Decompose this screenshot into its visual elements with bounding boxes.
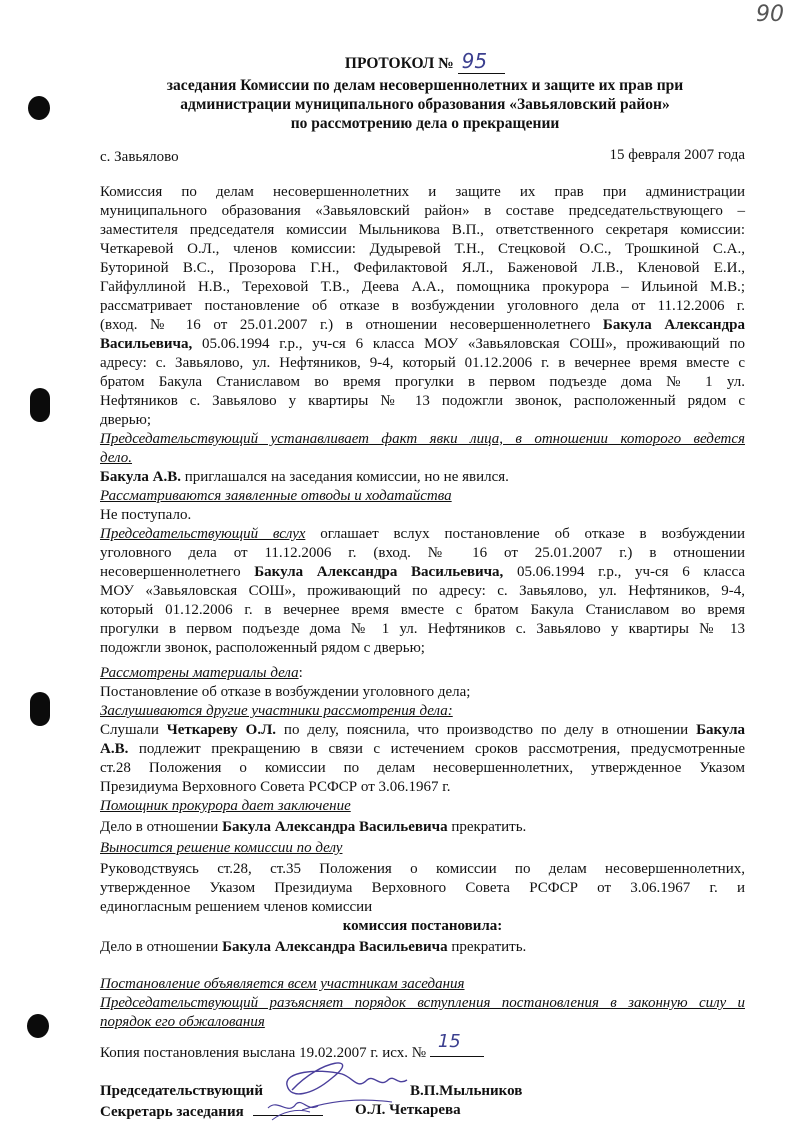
materials-heading-text: Рассмотрены материалы дела bbox=[100, 665, 299, 681]
review-line-3 bbox=[100, 335, 745, 354]
reading-text: несовершеннолетнего bbox=[100, 564, 255, 580]
minor-short-name: Бакула А.В. bbox=[100, 469, 181, 485]
page-number: 90 bbox=[756, 2, 784, 27]
reading-line-3 bbox=[100, 563, 745, 582]
place: с. Завьялово bbox=[100, 149, 179, 165]
reading-heading: Председательствующий вслух bbox=[100, 526, 306, 542]
motions-text: Не поступало. bbox=[100, 507, 192, 523]
punch-hole-1 bbox=[28, 96, 50, 120]
announce-text: Постановление объявляется всем участникам заседания bbox=[100, 976, 465, 992]
minor-patronymic: Васильевича, bbox=[100, 336, 193, 352]
secretary-label: Секретарь заседания bbox=[100, 1104, 244, 1120]
review-line-6: Нефтяников с. Завьялово у квартиры № 13 подожгли звонок, расположенный рядом с bbox=[100, 393, 745, 409]
participants-text: Слушали bbox=[100, 722, 167, 738]
prosecutor-conclusion bbox=[100, 818, 745, 837]
attendance-line bbox=[100, 468, 745, 487]
review-line-2 bbox=[100, 316, 745, 335]
secretary-name-inline: Четкареву О.Л. bbox=[166, 722, 277, 738]
protocol-title-prefix: ПРОТОКОЛ № bbox=[344, 55, 454, 72]
materials-heading bbox=[100, 664, 745, 683]
conclusion-text: прекратить. bbox=[447, 819, 527, 835]
decision-heading-text: Выносится решение комиссии по делу bbox=[100, 840, 343, 856]
participants-line-4: Президиума Верховного Совета РСФСР от 3.06.1967 г. bbox=[100, 779, 451, 795]
punch-hole-2 bbox=[30, 388, 50, 422]
chair-signature-line bbox=[100, 1082, 745, 1101]
prosecutor-heading bbox=[100, 797, 745, 816]
explain-line-1: Председательствующий разъясняет порядок вступления постановления в законную силу и bbox=[100, 995, 745, 1011]
protocol-title bbox=[100, 49, 750, 73]
participants-heading bbox=[100, 702, 745, 721]
motions-heading bbox=[100, 487, 745, 506]
subtitle-line-2: администрации муниципального образования «Завьяловский район» bbox=[180, 96, 670, 113]
reading-text: 05.06.1994 г.р., уч-ся 6 класса bbox=[503, 564, 745, 580]
motions-heading-text: Рассматриваются заявленные отводы и ходатайства bbox=[100, 488, 452, 504]
explain-line-2 bbox=[100, 1013, 745, 1032]
composition-line-1: Комиссия по делам несовершеннолетних и защите их прав при администрации bbox=[100, 184, 745, 200]
composition-line-4: Четкаревой О.Л., членов комиссии: Дудыревой Т.Н., Стецковой О.С., Трошкиной С.А., bbox=[100, 241, 745, 257]
date: 15 февраля 2007 года bbox=[609, 147, 745, 163]
reading-line-6: прогулки в первом подъезде дома № 1 ул. Нефтяников с. Завьялово у квартиры № 13 bbox=[100, 621, 745, 637]
reading-text: оглашает вслух постановление об отказе в возбуждении bbox=[305, 526, 745, 542]
reading-line-2: уголовного дела от 11.12.2006 г. (вход. № 16 от 25.01.2007 г.) в отношении bbox=[100, 545, 745, 561]
minor-surname: Бакула bbox=[696, 722, 745, 738]
participants-line-3: ст.28 Положения о комиссии по делам несовершеннолетних, утвержденное Указом bbox=[100, 760, 745, 776]
copy-line bbox=[100, 1031, 745, 1063]
resolution-heading bbox=[100, 917, 745, 936]
outgoing-number-field bbox=[430, 1031, 484, 1057]
resolution-body: Дело в отношении bbox=[100, 939, 223, 955]
decision-heading bbox=[100, 839, 745, 858]
participants-line-2 bbox=[100, 740, 745, 759]
announce-line bbox=[100, 975, 745, 994]
composition-line-5: Буториной В.С., Прозорова Г.Н., Фефилактовой Я.Л., Баженовой Л.В., Кленовой Е.И., bbox=[100, 260, 745, 276]
review-text: 05.06.1994 г.р., уч-ся 6 класса МОУ «Завьяловская СОШ», проживающий по bbox=[192, 336, 745, 352]
copy-text: Копия постановления выслана 19.02.2007 г. исх. № bbox=[100, 1045, 427, 1061]
composition-line-6: Гайфуллиной Н.В., Тереховой Т.В., Деева А.А., помощника прокурора – Ильиной М.В.; bbox=[100, 279, 745, 295]
attendance-heading-2 bbox=[100, 449, 745, 468]
attendance-text: приглашался на заседания комиссии, но не явился. bbox=[180, 469, 509, 485]
explain-text: порядок его обжалования bbox=[100, 1014, 265, 1030]
decision-line-3: единогласным решением членов комиссии bbox=[100, 899, 373, 915]
decision-line-1: Руководствуясь ст.28, ст.35 Положения о комиссии по делам несовершеннолетних, bbox=[100, 861, 745, 877]
conclusion-text: Дело в отношении bbox=[100, 819, 223, 835]
materials-text: Постановление об отказе в возбуждении уголовного дела; bbox=[100, 684, 471, 700]
prosecutor-heading-text: Помощник прокурора дает заключение bbox=[100, 798, 351, 814]
chair-name: В.П.Мыльников bbox=[410, 1083, 523, 1099]
review-line-7: дверью; bbox=[100, 412, 151, 428]
reading-line-1 bbox=[100, 525, 745, 544]
punch-hole-4 bbox=[27, 1014, 49, 1038]
attendance-heading-tail: дело. bbox=[100, 450, 133, 466]
participants-text: по делу, пояснила, что производство по делу в отношении bbox=[276, 722, 697, 738]
materials-colon: : bbox=[298, 665, 303, 681]
punch-hole-3 bbox=[30, 692, 50, 726]
reading-line-4: МОУ «Завьяловская СОШ», проживающий по адресу: с. Завьялово, ул. Нефтяников, 9-4, bbox=[100, 583, 745, 599]
reading-line-5: который 01.12.2006 г. в вечернее время вместе с братом Бакула Станиславом во время bbox=[100, 602, 745, 618]
composition-line-3: заместителя председателя комиссии Мыльникова В.П., ответственного секретаря комиссии: bbox=[100, 222, 745, 238]
outgoing-number: 15 bbox=[437, 1031, 461, 1052]
minor-initials: А.В. bbox=[100, 741, 129, 757]
participants-text: подлежит прекращению в связи с истечением сроков рассмотрения, предусмотренные bbox=[128, 741, 745, 757]
attendance-heading-1: Председательствующий устанавливает факт явки лица, в отношении которого ведется bbox=[100, 431, 745, 447]
resolution-heading-text: комиссия постановила: bbox=[342, 918, 503, 934]
subtitle-line-1: заседания Комиссии по делам несовершеннолетних и защите их прав при bbox=[166, 77, 684, 94]
chair-label: Председательствующий bbox=[100, 1083, 263, 1099]
review-line-1: рассматривает постановление об отказе в возбуждении уголовного дела от 11.12.2006 г. bbox=[100, 298, 745, 314]
minor-full-name: Бакула Александра Васильевича, bbox=[254, 564, 504, 580]
reading-line-7: подожгли звонок, расположенный рядом с дверью; bbox=[100, 640, 425, 656]
participants-heading-text: Заслушиваются другие участники рассмотрения дела: bbox=[100, 703, 453, 719]
decision-line-2: утвержденное Указом Президиума Верховного Совета РСФСР от 3.06.1967 г. и bbox=[100, 880, 745, 896]
minor-name: Бакула Александра bbox=[602, 317, 745, 333]
composition-line-2: муниципального образования «Завьяловский район» в составе председательствующего – bbox=[100, 203, 745, 219]
secretary-signature-line bbox=[100, 1101, 745, 1122]
minor-full-name: Бакула Александра Васильевича bbox=[222, 819, 448, 835]
review-line-4: адресу: с. Завьялово, ул. Нефтяников, 9-4, который 01.12.2006 г. в вечернее время вместе с bbox=[100, 355, 745, 371]
resolution-text bbox=[100, 938, 745, 957]
review-text: (вход. № 16 от 25.01.2007 г.) в отношении несовершеннолетнего bbox=[100, 317, 603, 333]
secretary-name: О.Л. Четкарева bbox=[355, 1102, 461, 1118]
protocol-number: 95 bbox=[458, 49, 505, 74]
secretary-signature-image bbox=[260, 1094, 330, 1124]
minor-full-name: Бакула Александра Васильевича bbox=[222, 939, 448, 955]
subtitle-line-3: по рассмотрению дела о прекращении bbox=[290, 115, 560, 132]
review-line-5: братом Бакула Станиславом во время прогулки в первом подъезде дома № 1 ул. bbox=[100, 374, 745, 390]
participants-line-1 bbox=[100, 721, 745, 740]
resolution-body: прекратить. bbox=[447, 939, 527, 955]
